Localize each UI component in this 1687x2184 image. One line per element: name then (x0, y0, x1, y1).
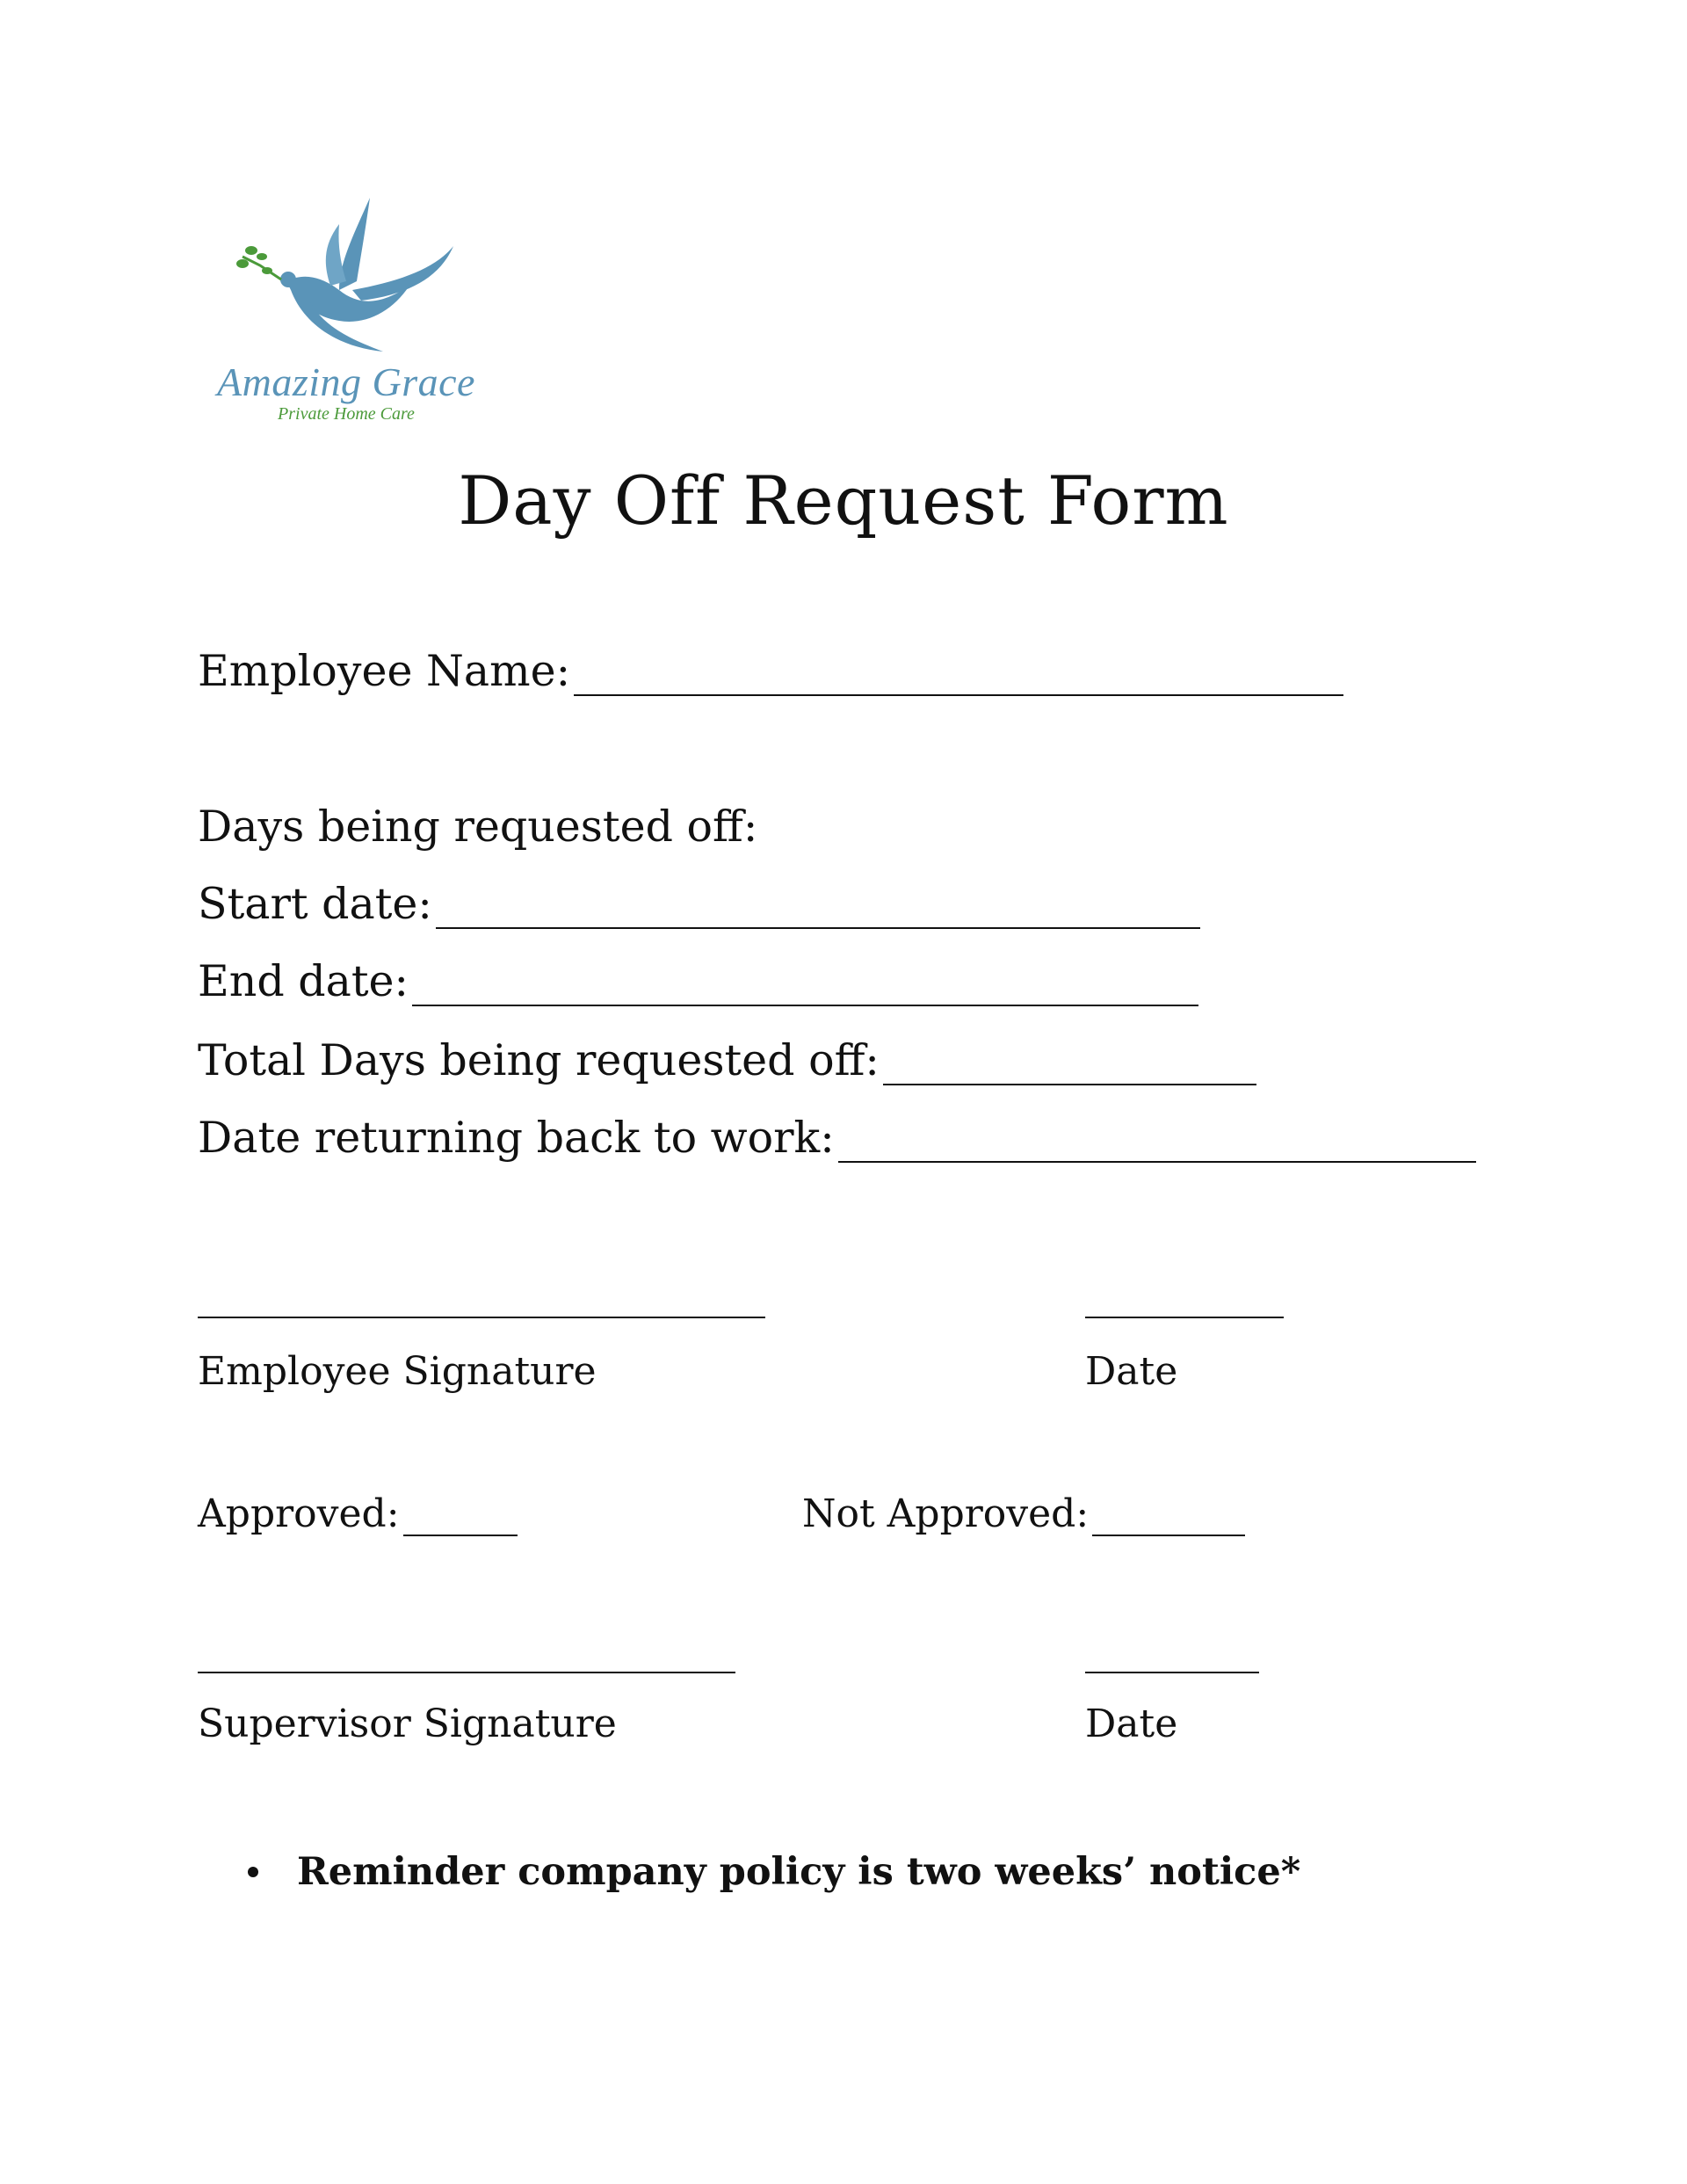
supervisor-date-line[interactable] (1085, 1672, 1259, 1673)
start-date-field (198, 879, 1200, 929)
total-days-label: Total Days being requested off: (198, 1035, 880, 1085)
return-date-input[interactable] (838, 1124, 1476, 1163)
reminder-bullet (248, 1850, 1300, 1894)
return-date-field (198, 1113, 1476, 1163)
employee-name-field (198, 646, 1343, 696)
employee-signature-line[interactable] (198, 1317, 765, 1318)
not-approved-field (802, 1491, 1245, 1536)
approved-field (198, 1491, 518, 1536)
not-approved-input[interactable] (1092, 1503, 1245, 1536)
logo-name: Amazing Grace (217, 359, 475, 404)
days-requested-heading: Days being requested off: (198, 802, 758, 852)
employee-name-input[interactable] (574, 657, 1343, 696)
end-date-field (198, 956, 1198, 1006)
employee-name-label: Employee Name: (198, 646, 571, 696)
employee-date-label: Date (1085, 1349, 1178, 1394)
start-date-label: Start date: (198, 879, 432, 929)
reminder-text: Reminder company policy is two weeks’ notice* (297, 1850, 1301, 1894)
page-title: Day Off Request Form (458, 461, 1229, 540)
supervisor-signature-label: Supervisor Signature (198, 1701, 617, 1746)
approved-label: Approved: (198, 1491, 400, 1536)
logo-tagline: Private Home Care (278, 404, 415, 424)
start-date-input[interactable] (436, 890, 1200, 929)
employee-signature-label: Employee Signature (198, 1349, 597, 1394)
bullet-icon (248, 1867, 258, 1877)
dove-with-olive-branch-icon (207, 193, 480, 360)
total-days-input[interactable] (883, 1047, 1256, 1085)
approved-input[interactable] (403, 1503, 518, 1536)
company-logo (207, 193, 480, 431)
not-approved-label: Not Approved: (802, 1491, 1090, 1536)
total-days-field (198, 1035, 1256, 1085)
supervisor-date-label: Date (1085, 1701, 1178, 1746)
employee-date-line[interactable] (1085, 1317, 1284, 1318)
end-date-input[interactable] (412, 968, 1198, 1006)
return-date-label: Date returning back to work: (198, 1113, 835, 1163)
supervisor-signature-line[interactable] (198, 1672, 735, 1673)
end-date-label: End date: (198, 956, 409, 1006)
